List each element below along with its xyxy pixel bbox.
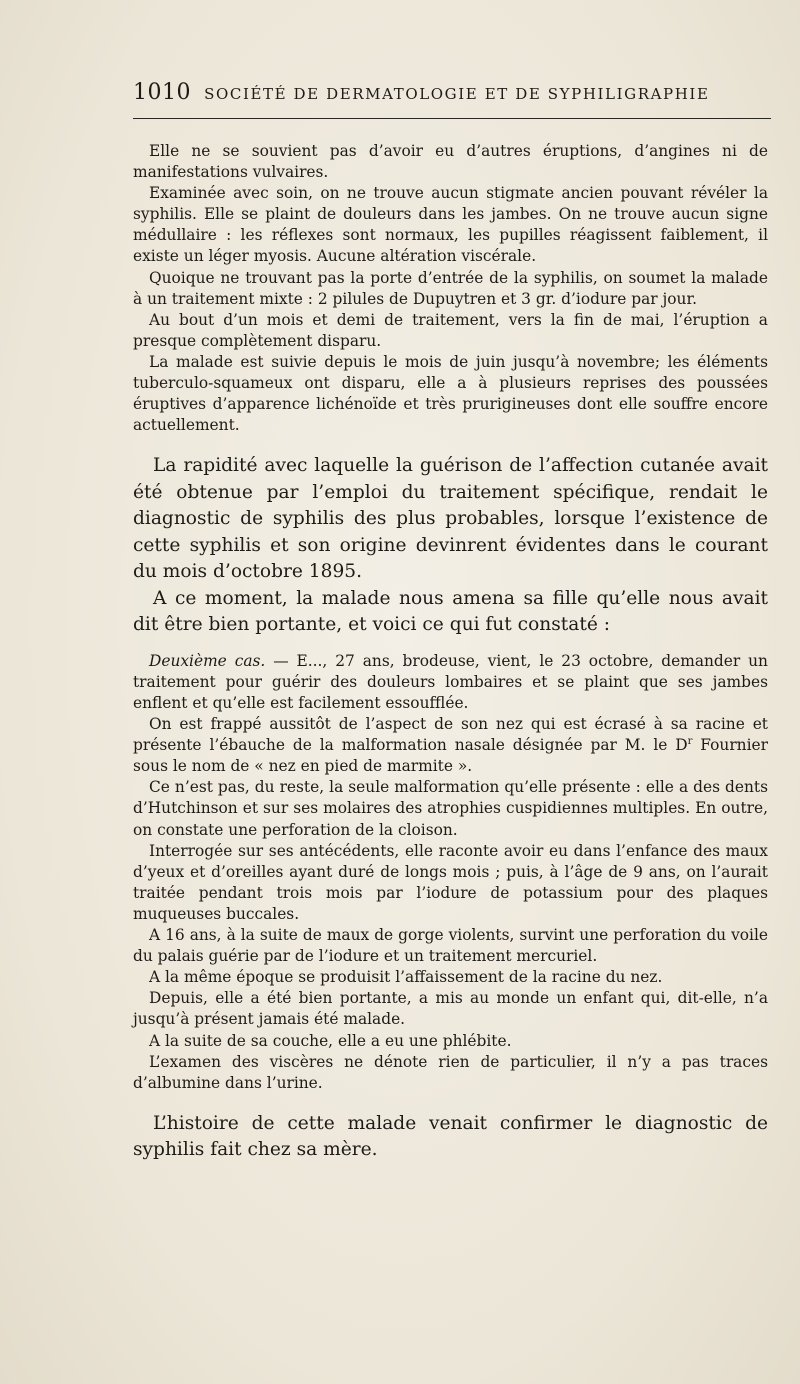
paragraph: Interrogée sur ses antécédents, elle raconte avoir eu dans l’enfance des maux d’yeux et d’oreilles ayant duré de longs mois ; puis, à l’âge de 9 ans, on l’aurait traitée pendant trois mois par l’iodure de potassium pour des plaques muqueuses buccales. — [133, 841, 768, 923]
paragraph: A 16 ans, à la suite de maux de gorge violents, survint une perforation du voile du palais guérie par de l’iodure et un traitement mercuriel. — [133, 926, 768, 966]
paragraph: La rapidité avec laquelle la guérison de l’affection cutanée avait été obtenue par l’emploi du traitement spécifique, rendait le diagnostic de syphilis des plus probables, lorsque l’existence de cette syphilis et son origine devinrent évidentes dans le courant du mois d’octobre 1895. — [133, 455, 768, 583]
paragraph: A la même époque se produisit l’affaissement de la racine du nez. — [149, 968, 663, 987]
case-label: Deuxième cas. — [149, 651, 266, 670]
paragraph: Examinée avec soin, on ne trouve aucun stigmate ancien pouvant révéler la syphilis. Elle se plaint de douleurs dans les jambes. On ne trouve aucun signe médullaire : les réflexes sont normaux, les pupilles réagissent faiblement, il existe un léger myosis. Aucune altération viscérale. — [133, 184, 768, 266]
doctor-abbrev-sup: r — [687, 736, 693, 748]
case-text: — E..., 27 ans, brodeuse, vient, le 23 octobre, demander un traitement pour guérir des douleurs lombaires et se plaint que ses jambes enflent et qu’elle est facilement essoufflée. — [133, 651, 768, 712]
paragraph: Au bout d’un mois et demi de traitement, vers la fin de mai, l’éruption a presque complètement disparu. — [133, 310, 768, 350]
paragraph: Depuis, elle a été bien portante, a mis au monde un enfant qui, dit-elle, n’a jusqu’à présent jamais été malade. — [133, 989, 768, 1029]
paragraph: L’examen des viscères ne dénote rien de particulier, il n’y a pas traces d’albumine dans l’urine. — [133, 1052, 768, 1092]
page-number: 1010 — [133, 80, 191, 105]
nose-text-end: Fournier sous le nom de « nez en pied de marmite ». — [133, 736, 768, 776]
nose-text: On est frappé aussitôt de l’aspect de son nez qui est écrasé à sa racine et présente l’ébauche de la malformation nasale désignée par M. le D — [133, 715, 768, 755]
case-history-daughter — [133, 651, 768, 1094]
case-history-mother — [133, 141, 768, 436]
case-paragraph — [133, 651, 768, 714]
paragraph: A la suite de sa couche, elle a eu une phlébite. — [149, 1031, 512, 1050]
commentary — [133, 453, 768, 639]
conclusion-paragraph: L’histoire de cette malade venait confirmer le diagnostic de syphilis fait chez sa mère. — [133, 1112, 768, 1161]
paragraph: Elle ne se souvient pas d’avoir eu d’autres éruptions, d’angines ni de manifestations vulvaires. — [133, 142, 768, 182]
paragraph: Quoique ne trouvant pas la porte d’entrée de la syphilis, on soumet la malade à un traitement mixte : 2 pilules de Dupuytren et 3 gr. d’iodure par jour. — [133, 268, 768, 308]
running-header — [133, 80, 773, 110]
paragraph — [133, 714, 768, 777]
running-title: SOCIÉTÉ DE DERMATOLOGIE ET DE SYPHILIGRAPHIE — [204, 85, 710, 103]
paragraph: La malade est suivie depuis le mois de juin jusqu’à novembre; les éléments tuberculo-squameux ont disparu, elle a à plusieurs reprises des poussées éruptives d’apparence lichénoïde et très prurigineuses dont elle souffre encore actuellement. — [133, 352, 768, 435]
body-text — [133, 141, 768, 1164]
conclusion — [133, 1111, 768, 1164]
header-rule — [133, 118, 771, 119]
paragraph: Ce n’est pas, du reste, la seule malformation qu’elle présente : elle a des dents d’Hutchinson et sur ses molaires des atrophies cuspidiennes multiples. En outre, on constate une perforation de la cloison. — [133, 778, 768, 839]
paragraph: A ce moment, la malade nous amena sa fille qu’elle nous avait dit être bien portante, et voici ce qui fut constaté : — [133, 587, 768, 636]
